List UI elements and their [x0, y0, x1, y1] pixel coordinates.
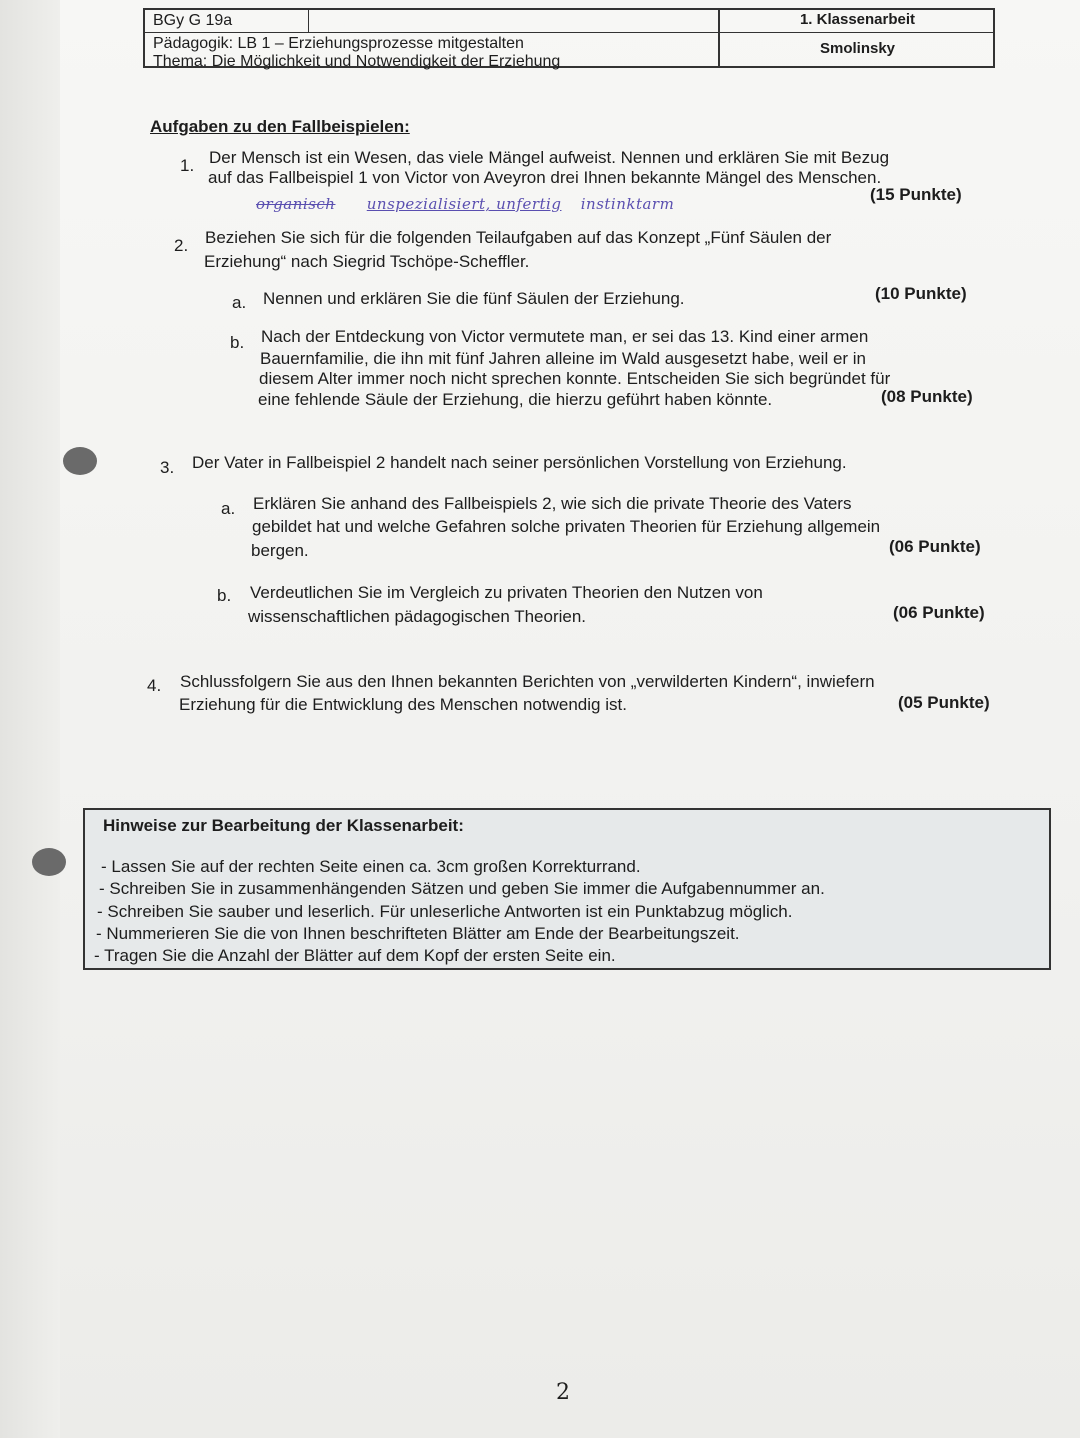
task-3a-line-3: bergen. [251, 541, 309, 560]
task-3-line-1: Der Vater in Fallbeispiel 2 handelt nach seiner persönlichen Vorstellung von Erziehung. [192, 453, 847, 472]
task-3b-line-2: wissenschaftlichen pädagogischen Theorien. [248, 607, 587, 626]
page-number: 2 [556, 1380, 570, 1405]
task-3b-line-1: Verdeutlichen Sie im Vergleich zu privaten Theorien den Nutzen von [250, 583, 763, 602]
hint-item: - Tragen Sie die Anzahl der Blätter auf dem Kopf der ersten Seite ein. [94, 946, 616, 965]
task-3b-points: (06 Punkte) [893, 603, 985, 622]
task-2b-line-2: Bauernfamilie, die ihn mit fünf Jahren alleine im Wald ausgesetzt habe, weil er in [260, 349, 867, 368]
task-3-number: 3. [160, 458, 175, 477]
hints-title: Hinweise zur Bearbeitung der Klassenarbeit: [103, 816, 464, 835]
handwritten-word-2: unspezialisiert, unfertig [366, 195, 562, 213]
task-2b-label: b. [230, 333, 245, 352]
exam-title: 1. Klassenarbeit [799, 11, 916, 28]
handwritten-word-1: organisch [256, 195, 336, 213]
task-4-number: 4. [147, 676, 162, 695]
task-2b-line-3: diesem Alter immer noch nicht sprechen konnte. Entscheiden Sie sich begründet für [259, 369, 891, 388]
page-fold-shadow [0, 0, 60, 1438]
task-3a-points: (06 Punkte) [889, 537, 981, 556]
task-2a-points: (10 Punkte) [875, 284, 967, 303]
hints-box [83, 808, 1051, 970]
task-2a-text: Nennen und erklären Sie die fünf Säulen der Erziehung. [263, 289, 685, 308]
task-2b-points: (08 Punkte) [881, 387, 973, 406]
task-2b-line-1: Nach der Entdeckung von Victor vermutete man, er sei das 13. Kind einer armen [261, 327, 869, 346]
task-3a-label: a. [221, 499, 236, 518]
task-1-line-2: auf das Fallbeispiel 1 von Victor von Aveyron drei Ihnen bekannte Mängel des Menschen. [208, 168, 882, 187]
task-1-points: (15 Punkte) [870, 185, 962, 204]
header-table [143, 8, 995, 68]
header-right-divider [720, 32, 995, 33]
task-2b-line-4: eine fehlende Säule der Erziehung, die hierzu geführt haben könnte. [258, 390, 773, 409]
topic-line: Thema: Die Möglichkeit und Notwendigkeit der Erziehung [153, 53, 561, 70]
handwritten-notes [256, 195, 674, 213]
punch-hole-bottom [32, 848, 66, 876]
header-right [720, 10, 995, 66]
task-4-line-1: Schlussfolgern Sie aus den Ihnen bekannten Berichten von „verwilderten Kindern“, inwiefern [180, 672, 875, 691]
punch-hole-top [63, 447, 97, 475]
task-4-line-2: Erziehung für die Entwicklung des Menschen notwendig ist. [179, 695, 627, 714]
task-2-number: 2. [174, 236, 189, 255]
header-left [145, 10, 720, 70]
teacher-name: Smolinsky [819, 40, 896, 57]
task-4-points: (05 Punkte) [898, 693, 990, 712]
task-3a-line-2: gebildet hat und welche Gefahren solche privaten Theorien für Erziehung allgemein [252, 517, 881, 536]
header-cell-divider [308, 10, 309, 32]
task-2-line-1: Beziehen Sie sich für die folgenden Teilaufgaben auf das Konzept „Fünf Säulen der [205, 228, 832, 247]
task-1-number: 1. [180, 156, 195, 175]
class-name: BGy G 19a [153, 12, 233, 29]
hint-item: - Schreiben Sie sauber und leserlich. Für unleserliche Antworten ist ein Punktabzug möglich. [97, 902, 793, 921]
section-title: Aufgaben zu den Fallbeispielen: [150, 117, 410, 136]
task-3b-label: b. [217, 586, 232, 605]
task-1-line-1: Der Mensch ist ein Wesen, das viele Mängel aufweist. Nennen und erklären Sie mit Bezug [209, 148, 890, 167]
hint-item: - Lassen Sie auf der rechten Seite einen ca. 3cm großen Korrekturrand. [101, 857, 641, 876]
subject-line: Pädagogik: LB 1 – Erziehungsprozesse mitgestalten [153, 35, 524, 52]
handwritten-word-3: instinktarm [580, 195, 675, 213]
hint-item: - Schreiben Sie in zusammenhängenden Sätzen und geben Sie immer die Aufgabennummer an. [99, 879, 825, 898]
task-2-line-2: Erziehung“ nach Siegrid Tschöpe-Scheffler. [204, 252, 530, 271]
task-2a-label: a. [232, 293, 247, 312]
task-3a-line-1: Erklären Sie anhand des Fallbeispiels 2, wie sich die private Theorie des Vaters [253, 494, 852, 513]
hint-item: - Nummerieren Sie die von Ihnen beschrifteten Blätter am Ende der Bearbeitungszeit. [96, 924, 740, 943]
header-row-class [145, 10, 718, 33]
